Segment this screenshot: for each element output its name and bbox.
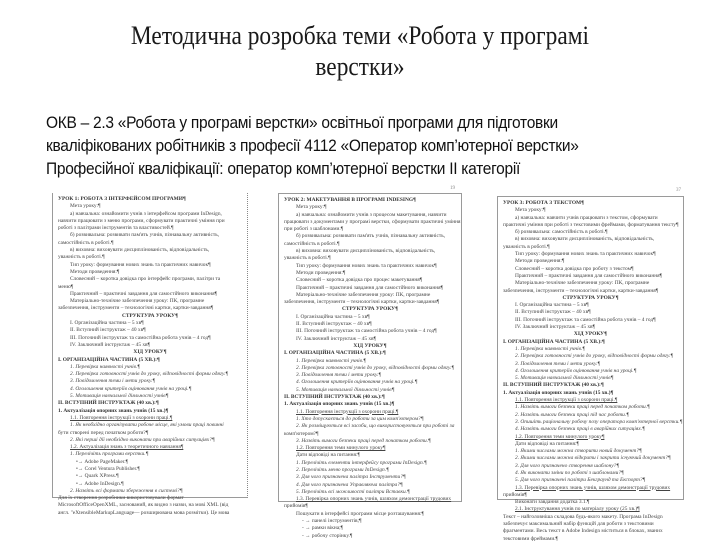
document-line: текстовими фреймами.¶ bbox=[503, 535, 558, 542]
document-line: 1. Хто допускається до роботи за цим комп'ютером?¶ bbox=[296, 415, 424, 422]
document-line: 1.2. Повторення теми минулого уроку¶ bbox=[296, 445, 386, 452]
document-line: уважність в роботі.¶ bbox=[58, 254, 105, 261]
document-line: Мета уроку:¶ bbox=[70, 203, 101, 210]
document-line: I. Організаційна частина – 5 хв¶ bbox=[515, 302, 589, 309]
document-line: Словесний – коротка довідка про роботу з текстом¶ bbox=[515, 265, 634, 272]
document-line: Методи проведення:¶ bbox=[515, 258, 565, 265]
document-line: 1. Актуалізація опорних знань учнів (15 хв.)¶ bbox=[284, 401, 395, 408]
document-line: ХІД УРОКУ¶ bbox=[133, 349, 167, 356]
document-line: 1. Перевірка наявності учнів.¶ bbox=[296, 357, 367, 364]
document-line: 5. Мотивація навчальної діяльності учнів¶ bbox=[515, 375, 614, 382]
document-line: уважність в роботі.¶ bbox=[284, 255, 331, 262]
document-line: 4. Для чого призначена Управляюча палітра?¶ bbox=[296, 481, 403, 488]
document-line: 2. Перевірка готовності учнів до уроку, відповідності форми одягу.¶ bbox=[515, 353, 674, 360]
document-line: 2. Перелічіть меню програми InDesign.¶ bbox=[296, 466, 389, 473]
document-line: комп'ютером?¶ bbox=[284, 430, 319, 437]
document-line: англ. "eXtensibleMarkupLanguage— розширювана мова розмітки). Це мова bbox=[58, 509, 230, 516]
document-line: в) виховна: виховувати дисциплінованість, відповідальність, bbox=[296, 248, 436, 255]
document-line: роботі з палітрами інструментів та властивостей.¶ bbox=[58, 225, 174, 232]
document-line: працювати з документами у програмі верстки, сформувати практичні уміння bbox=[284, 218, 461, 225]
document-line: Текст – найголовніша складова будь-якого макету. Програма InDesign bbox=[503, 513, 663, 520]
document-line: І. ОРГАНІЗАЦІЙНА ЧАСТИНА (5 ХВ.):¶ bbox=[58, 356, 160, 363]
document-line: II. Вступний інструктаж – 40 хв¶ bbox=[70, 327, 146, 334]
document-line: 4. Оголошення критеріїв оцінювання учнів на уроці.¶ bbox=[296, 379, 418, 386]
document-line: IV. Заключний інструктаж – 45 хв¶ bbox=[296, 335, 377, 342]
document-line: 2. Які перші дії необхідно виконати при аварійних ситуаціях?¶ bbox=[70, 436, 215, 443]
document-line: Матеріально-технічне забезпечення уроку: ПК, програмне bbox=[296, 291, 431, 298]
document-line: Методи проведення:¶ bbox=[296, 269, 346, 276]
document-line: прийомів¶ bbox=[503, 491, 527, 498]
document-line: 1.2. Повторення теми минулого уроку¶ bbox=[515, 433, 605, 440]
document-line: 2. Перевірка готовності учнів до уроку, відповідності форми одягу.¶ bbox=[296, 364, 455, 371]
lesson-3-document-thumbnail bbox=[497, 196, 684, 542]
document-line: 1. Перевірка наявності учнів.¶ bbox=[70, 363, 141, 370]
document-line: 2. Назвіть вимоги безпеки праці під час роботи.¶ bbox=[515, 411, 630, 418]
document-line: 5. Для чого призначені палітри Бекграунд та Експорт?¶ bbox=[515, 477, 646, 484]
document-line: 1. Назвіть вимоги безпеки праці перед початком роботи.¶ bbox=[515, 404, 650, 411]
document-line: 3. Повідомлення теми і мети уроку.¶ bbox=[70, 378, 156, 385]
document-line: 2. Якими числами можна відкрити і закрити існуючий документ?¶ bbox=[515, 455, 671, 462]
document-line: IV. Заключний інструктаж – 45 хв¶ bbox=[515, 324, 596, 331]
lesson-1-document-thumbnail bbox=[52, 193, 248, 516]
document-line: забезпечення, інструменти – технологічні картки, картки-завдання¶ bbox=[284, 299, 440, 306]
document-line: •→ Corel Ventura Publisher.¶ bbox=[76, 465, 140, 472]
document-line: Пошукати в інтерфейсі програми місце розташування:¶ bbox=[296, 510, 424, 517]
document-line: в) виховна: виховувати дисциплінованість, відповідальність, bbox=[70, 247, 210, 254]
document-line: а) навчальна: навчити учнів працювати з текстом, сформувати bbox=[515, 214, 658, 221]
document-line: Дати відповіді на питання:¶ bbox=[296, 452, 360, 459]
document-line: Практичний – практичні завдання для самостійного виконання¶ bbox=[70, 290, 218, 297]
document-line: 1.1. Повторення інструкції з охорони праці.¶ bbox=[515, 397, 618, 404]
document-line: 1. Перевірка наявності учнів.¶ bbox=[515, 345, 586, 352]
document-line: самостійність в роботі.¶ bbox=[58, 239, 114, 246]
document-line: III. Поточний інструктаж та самостійна робота учнів – 4 год¶ bbox=[515, 316, 656, 323]
document-line: 1.2. Актуалізація знань з теоретичного навчання¶ bbox=[70, 444, 184, 451]
document-line: 1.3. Перевірка опорних знань учнів, шляхом демонстрації трудових bbox=[296, 496, 452, 503]
document-line: Словесний – коротка довідка про інтерфейс програми, палітри та bbox=[70, 276, 221, 283]
document-line: в) виховна: виховувати дисциплінованість, відповідальність, bbox=[515, 236, 655, 243]
document-line: III. Поточний інструктаж та самостійна робота учнів – 4 год¶ bbox=[70, 334, 211, 341]
document-line: 3. Повідомлення теми і мети уроку.¶ bbox=[515, 360, 601, 367]
document-line: 4. Назвіть вимоги безпеки праці в аварійних ситуаціях.¶ bbox=[515, 426, 645, 433]
document-line: 4. Оголошення критеріїв оцінювання учнів на уроці.¶ bbox=[515, 367, 637, 374]
document-line: •→ Quark XPress.¶ bbox=[76, 473, 119, 480]
document-line: Методи проведення:¶ bbox=[70, 268, 120, 275]
document-line: самостійність в роботі.¶ bbox=[284, 240, 340, 247]
document-line: СТРУКТУРА УРОКУ¶ bbox=[342, 306, 398, 313]
document-line: 3. Повідомлення теми і мети уроку.¶ bbox=[296, 372, 382, 379]
document-line: IV. Заключний інструктаж – 45 хв¶ bbox=[70, 341, 151, 348]
document-line: а) навчальна: ознайомити учнів з інтерфейсом програми InDesign, bbox=[70, 210, 222, 217]
document-line: 2.1. Інструктування учнів по матеріалу уроку (25 хв.)¶ bbox=[515, 506, 640, 513]
document-line: MicrosoftOfficeOpenXML, заснований, як видно з назви, на мові XML (від bbox=[58, 502, 229, 509]
document-line: 1. Актуалізація опорних знань учнів (15 хв.)¶ bbox=[58, 407, 169, 414]
document-line: УРОК 2: МАКЕТУВАННЯ В ПРОГРАМІ INDESING¶ bbox=[284, 197, 416, 203]
document-line: СТРУКТУРА УРОКУ¶ bbox=[122, 312, 178, 319]
document-line: 2. Як розміщуються всі засоби, що використовуються при роботі за bbox=[296, 423, 455, 430]
document-line: при роботі з шаблонами.¶ bbox=[284, 226, 344, 233]
document-line: 1. Якими числами можна створити новий документ?¶ bbox=[515, 448, 642, 455]
document-line: •→ Adobe PageMaker.¶ bbox=[76, 458, 129, 465]
document-line: б) розвивальна: розвивати пам'ять учнів, пізнавальну активність, bbox=[296, 233, 446, 240]
document-line: уважність в роботі.¶ bbox=[503, 243, 550, 250]
document-line: меню¶ bbox=[58, 283, 74, 290]
document-line: 5. Мотивація навчальної діяльності учнів¶ bbox=[296, 386, 395, 393]
document-line: Дати відповіді на питання:¶ bbox=[515, 440, 579, 447]
document-line: 5. Мотивація навчальної діяльності учнів¶ bbox=[70, 393, 169, 400]
document-line: ХІД УРОКУ¶ bbox=[573, 331, 608, 338]
document-line: навчити працювати з меню програми, сформувати практичні уміння при bbox=[58, 217, 225, 224]
document-line: ХІД УРОКУ¶ bbox=[353, 342, 387, 349]
document-line: III. Поточний інструктаж та самостійна робота учнів – 4 год¶ bbox=[296, 328, 437, 335]
document-line: Тип уроку: формування нових знань та практичних навичок¶ bbox=[515, 251, 656, 258]
document-line: СТРУКТУРА УРОКУ¶ bbox=[562, 294, 619, 301]
document-line: ІІ. ВСТУПНИЙ ІНСТРУКТАЖ (40 хв.):¶ bbox=[503, 382, 604, 389]
document-line: практичні уміння при роботі з текстовими фреймами, форматування тексту¶ bbox=[503, 221, 679, 228]
document-line: •→ Adobe InDesign.¶ bbox=[76, 480, 124, 487]
document-line: Тип уроку: формування нових знань та практичних навичок¶ bbox=[70, 261, 211, 268]
document-line: Практичний – практичні завдання для самостійного виконання¶ bbox=[296, 284, 444, 291]
document-line: Матеріально-технічне забезпечення уроку: ПК, програмне bbox=[70, 298, 205, 305]
page-title: Методична розробка теми «Робота у програмі верстки» bbox=[130, 21, 590, 81]
description-line: кваліфікованих робітників з професії 4112 «Оператор комп’ютерної верстки» bbox=[46, 137, 579, 155]
document-line: фрагментами. Весь текст в Adobe Indesign міститься в блоках, званих bbox=[503, 528, 663, 535]
document-line: УРОК 1: РОБОТА З ІНТЕРФЕЙСОМ ПРОГРАМИ¶ bbox=[58, 196, 186, 202]
document-line: Мета уроку:¶ bbox=[296, 204, 327, 211]
description-line: ОКВ – 2.3 «Робота у програмі верстки» освітньої програми для підготовки bbox=[46, 114, 558, 132]
document-line: ІІ. ВСТУПНИЙ ІНСТРУКТАЖ (40 хв.):¶ bbox=[58, 400, 159, 407]
document-line: 1. Перелічіть програми верстки.¶ bbox=[70, 451, 149, 458]
document-line: бути створені перед початком роботи?¶ bbox=[58, 429, 149, 436]
document-line: Мета уроку:¶ bbox=[515, 207, 546, 214]
description-line: Професійної кваліфікації: оператор комп’ютерної верстки ІІ категорії bbox=[46, 160, 521, 178]
document-line: - → рамки вікна;¶ bbox=[302, 525, 344, 532]
document-line: Практичний – практичні завдання для самостійного виконання¶ bbox=[515, 272, 663, 279]
document-line: Виконати завдання додатка 3.1.¶ bbox=[515, 499, 590, 506]
document-line: Словесний – коротка довідка про процес макетування¶ bbox=[296, 277, 423, 284]
document-line: прийомів¶ bbox=[284, 503, 308, 510]
document-line: 3. Назвіть вимоги безпеки праці перед початком роботи.¶ bbox=[296, 437, 431, 444]
document-line: І. ОРГАНІЗАЦІЙНА ЧАСТИНА (5 ХВ.):¶ bbox=[503, 338, 605, 345]
document-line: 1. Як необхідно організувати робоче місце, які умови праці повинні bbox=[70, 422, 224, 429]
document-line: забезпечує максимальний набір функцій для роботи з текстовими bbox=[503, 521, 654, 528]
document-line: - → панелі інструментів;¶ bbox=[302, 518, 362, 525]
document-line: 2. Назвіть всі формати збереження в системі?¶ bbox=[70, 487, 183, 494]
document-line: УРОК 3: РОБОТА З ТЕКСТОМ¶ bbox=[503, 200, 585, 206]
document-line: - → робочу сторінку.¶ bbox=[302, 532, 353, 539]
document-line: 3. Для чого призначена палітра Інструменти?¶ bbox=[296, 474, 406, 481]
page-number: 37 bbox=[676, 188, 681, 193]
page-number: 19 bbox=[450, 186, 455, 191]
document-line: 2. Перевірка готовності учнів до уроку, відповідності форми одягу.¶ bbox=[70, 371, 229, 378]
document-line: ІІ. ВСТУПНИЙ ІНСТРУКТАЖ (40 хв.):¶ bbox=[284, 394, 385, 401]
document-line: 3. Опишіть раціональну робочу позу оператора комп'ютерної верстки.¶ bbox=[515, 418, 683, 425]
document-line: Тип уроку: формування нових знань та практичних навичок¶ bbox=[296, 262, 437, 269]
document-line: забезпечення, інструменти – технологічні картки, картки-завдання¶ bbox=[503, 287, 659, 294]
document-line: б) розвивальна: розвивати пам'ять учнів, пізнавальну активність, bbox=[70, 232, 220, 239]
document-line: II. Вступний інструктаж – 40 хв¶ bbox=[515, 309, 591, 316]
document-line: І. ОРГАНІЗАЦІЙНА ЧАСТИНА (5 ХВ.):¶ bbox=[284, 350, 386, 357]
lesson-2-document-thumbnail bbox=[278, 193, 462, 539]
document-line: 1.1. Повторення інструкції з охорони праці.¶ bbox=[70, 414, 173, 421]
document-line: 1. Актуалізація опорних знань учнів (15 хв.)¶ bbox=[503, 389, 614, 396]
document-line: а) навчальна: ознайомити учнів з процесом макетування, навчити bbox=[296, 211, 447, 218]
document-line: 4. Оголошення критеріїв оцінювання учнів на уроці.¶ bbox=[70, 385, 192, 392]
document-line: 4. Як виконати зміни по роботі з шаблонами?¶ bbox=[515, 469, 624, 476]
document-line: I. Організаційна частина – 5 хв¶ bbox=[70, 320, 144, 327]
document-line: забезпечення, інструменти – технологічні картки, картки-завдання¶ bbox=[58, 305, 214, 312]
course-description bbox=[46, 112, 685, 181]
document-line: II. Вступний інструктаж – 40 хв¶ bbox=[296, 321, 372, 328]
document-line: 1.3. Перевірка опорних знань учнів, шляхом демонстрації трудових bbox=[515, 484, 671, 491]
document-line: б) розвивальна: самостійність в роботі.¶ bbox=[515, 229, 608, 236]
document-line: Для їх створення розробники використовували формат bbox=[58, 495, 184, 502]
document-line: Матеріально-технічне забезпечення уроку: ПК, програмне bbox=[515, 280, 650, 287]
document-line: 3. Для чого призначено створення шаблону?¶ bbox=[515, 462, 620, 469]
document-line: 1.1. Повторення інструкції з охорони праці.¶ bbox=[296, 408, 399, 415]
document-line: 5. Перелічіть всі можливості палітри Вставки.¶ bbox=[296, 488, 410, 495]
document-line: I. Організаційна частина – 5 хв¶ bbox=[296, 313, 370, 320]
document-line: 1. Перелічіть елементи інтерфейсу програми InDesign.¶ bbox=[296, 459, 427, 466]
